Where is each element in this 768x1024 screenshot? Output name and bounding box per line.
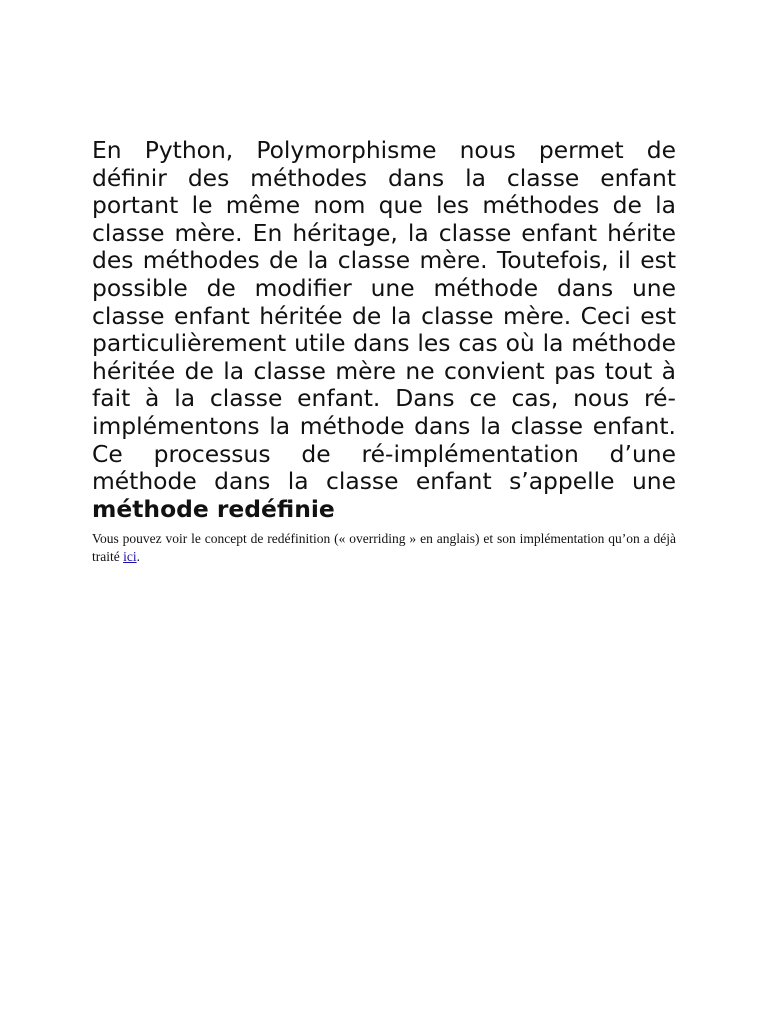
redefined-method-term: méthode redéfinie [92, 494, 335, 523]
polymorphism-paragraph [92, 137, 676, 523]
document-page [92, 137, 676, 565]
polymorphism-text: En Python, Polymorphisme nous permet de définir des méthodes dans la classe enfant portant le même nom que les méthodes de la classe mère. En héritage, la classe enfant hérite des méthodes de la classe mère. Toutefois, il est possible de modifier une méthode dans une classe enfant héritée de la classe mère. Ceci est particulièrement utile dans les cas où la méthode héritée de la classe mère ne convient pas tout à fait à la classe enfant. Dans ce cas, nous ré-implémentons la méthode dans la classe enfant. Ce processus de ré-implémentation d’une méthode dans la classe enfant s’appelle une [92, 136, 676, 496]
overriding-note-text: Vous pouvez voir le concept de redéfinition (« overriding » en anglais) et son implémentation qu’on a déjà traité [92, 531, 676, 564]
overriding-note-end: . [136, 548, 140, 564]
ici-link[interactable]: ici [123, 548, 137, 564]
overriding-note [92, 530, 676, 565]
